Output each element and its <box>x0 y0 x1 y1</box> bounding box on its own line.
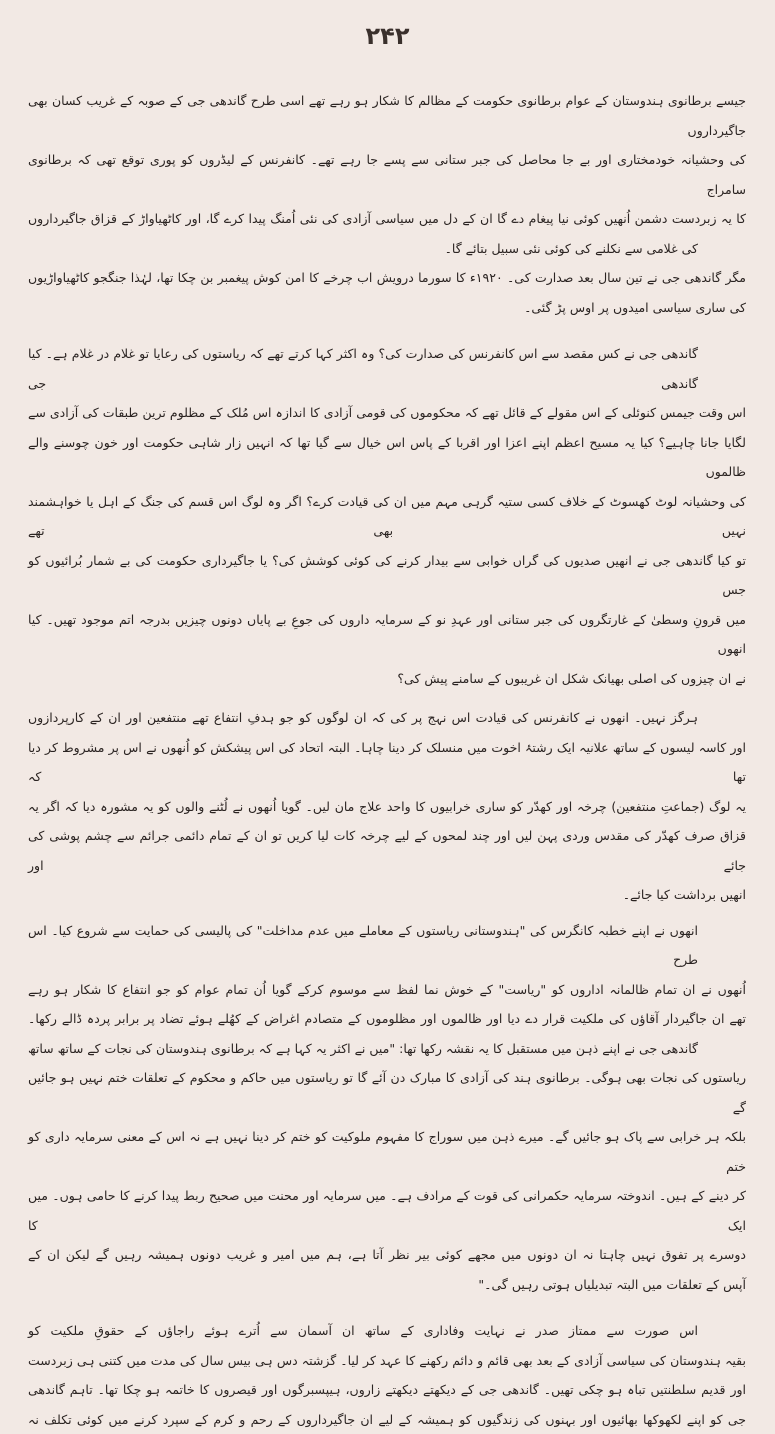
text-line: میں قرونِ وسطیٰ کے غارتگروں کی جبر ستانی اور عہدِ نو کے سرمایہ داروں کی جوعِ بے پایاں دونوں چیزیں بدرجہ اتم موجود تھیں۔ کیا انھوں <box>28 605 746 664</box>
text-line: آپس کے تعلقات میں البتہ تبدیلیاں ہوتی رہیں گی۔" <box>28 1270 746 1300</box>
text-line: مگر گاندھی جی نے تین سال بعد صدارت کی۔ ۱۹۲۰ء کا سورما درویش اب چرخے کا امن کوش پیغمبر بن چکا تھا، لہٰذا جنگجو کاٹھیاواڑیوں <box>28 263 746 293</box>
text-line: جی کو اپنے لکھوکھا بھائیوں اور بہنوں کی زندگیوں کو ہمیشہ کے لیے ان جاگیرداروں کے رحم و کرم کے سپرد کرنے میں کوئی تکلف نہ <box>28 1405 746 1434</box>
text-line: دوسرے پر تفوق نہیں چاہتا نہ ان دونوں میں مجھے کوئی بیر نظر آتا ہے، ہم میں امیر و غریب دونوں ہمیشہ رہیں گے لیکن ان کے <box>28 1240 746 1270</box>
text-line: ہرگز نہیں۔ انھوں نے کانفرنس کی قیادت اس نہج پر کی کہ ان لوگوں کو جو ہدفِ انتفاع تھے منتفعین اور ان کے کارپردازوں <box>28 703 746 733</box>
text-line: تو کیا گاندھی جی نے انھیں صدیوں کی گراں خوابی سے بیدار کرنے کی کوئی کوشش کی؟ یا جاگیرداری حکومت کی بے شمار بُرائیوں کو جس <box>28 546 746 605</box>
text-line: ریاستوں کی نجات بھی ہوگی۔ برطانوی ہند کی آزادی کا مبارک دن آئے گا تو ریاستوں میں حاکم و محکوم کے تعلقات ختم نہیں ہو جائیں گے <box>28 1063 746 1122</box>
text-line: کی وحشیانہ لوٹ کھسوٹ کے خلاف کسی ستیہ گرہی مہم میں ان کی قیادت کرے؟ اگر وہ لوگ اس قسم کی جنگ کے اہل یا خواہشمند نہیں بھی تھے <box>28 487 746 546</box>
paragraph <box>28 86 746 263</box>
text-line: تھے ان جاگیردار آقاؤں کی ملکیت قرار دے دیا اور ظالموں اور مظلوموں کے متصادم اغراض کے کھُلے ہوئے تضاد پر برابر پردہ ڈالے رکھا۔ <box>28 1004 746 1034</box>
text-line: کی غلامی سے نکلنے کی کوئی نئی سبیل بتائے گا۔ <box>28 234 746 264</box>
text-line: نے ان چیزوں کی اصلی بھیانک شکل ان غریبوں کے سامنے پیش کی؟ <box>28 664 746 694</box>
page-number: ۲۴۲ <box>0 22 775 50</box>
text-line: کر دینے کے ہیں۔ اندوختہ سرمایہ حکمرانی کی قوت کے مرادف ہے۔ میں سرمایہ اور محنت میں صحیح ربط پیدا کرنے کا حامی ہوں۔ میں ایک کا <box>28 1181 746 1240</box>
text-line: انھوں نے اپنے خطبہ کانگرس کی "ہندوستانی ریاستوں کے معاملے میں عدم مداخلت" کی پالیسی کی حمایت سے شروع کیا۔ اس طرح <box>28 916 746 975</box>
text-line: اُنھوں نے ان تمام ظالمانہ اداروں کو "ریاست" کے خوش نما لفظ سے موسوم کرکے گویا اُن تمام عوام کو جو انتفاع کا شکار ہو رہے <box>28 975 746 1005</box>
text-line: قزاق صرف کھدّر کی مقدس وردی پہن لیں اور چند لمحوں کے لیے چرخہ کات لیا کریں تو ان کے تمام دائمی جرائم سے چشم پوشی کی جائے اور <box>28 821 746 880</box>
text-line: یہ لوگ (جماعتِ منتفعین) چرخہ اور کھدّر کو ساری خرابیوں کا واحد علاج مان لیں۔ گویا اُنھوں نے لُٹنے والوں کو یہ مشورہ دیا کہ اگر یہ <box>28 792 746 822</box>
paragraph <box>28 1034 746 1300</box>
text-line: اور کاسہ لیسوں کے ساتھ علانیہ ایک رشتۂ اخوت میں منسلک کر دینا چاہا۔ البتہ اتحاد کی اس پیشکش کو اُنھوں نے اس پر مشروط کر دیا تھا کہ <box>28 733 746 792</box>
paragraph <box>28 703 746 910</box>
paragraph <box>28 339 746 693</box>
text-line: کی وحشیانہ خودمختاری اور بے جا محاصل کی جبر ستانی سے پسے جا رہے تھے۔ کانفرنس کے لیڈروں کو پوری توقع تھی کہ برطانوی سامراج <box>28 145 746 204</box>
text-line: گاندھی جی نے اپنے ذہن میں مستقبل کا یہ نقشہ رکھا تھا: "میں نے اکثر یہ کہا ہے کہ برطانوی ہندوستان کی نجات کے ساتھ ساتھ <box>28 1034 746 1064</box>
paragraph <box>28 1316 746 1434</box>
text-line: اس صورت سے ممتاز صدر نے نہایت وفاداری کے ساتھ ان آسمان سے اُترے ہوئے راجاؤں کے حقوقِ ملکیت کو <box>28 1316 746 1346</box>
text-line: جیسے برطانوی ہندوستان کے عوام برطانوی حکومت کے مظالم کا شکار ہو رہے تھے اسی طرح گاندھی جی کے صوبہ کے غریب کسان بھی جاگیرداروں <box>28 86 746 145</box>
paragraph <box>28 916 746 1034</box>
text-line: بلکہ ہر خرابی سے پاک ہو جائیں گے۔ میرے ذہن میں سوراج کا مفہوم ملوکیت کو ختم کر دینا نہیں ہے نہ اس کے معنی سرمایہ داری کو ختم <box>28 1122 746 1181</box>
text-line: بقیہ ہندوستان کی سیاسی آزادی کے بعد بھی قائم و دائم رکھنے کا عہد کر لیا۔ گزشتہ دس ہی بیس سال کی مدت میں کتنی ہی زبردست <box>28 1346 746 1376</box>
text-line: گاندھی جی نے کس مقصد سے اس کانفرنس کی صدارت کی؟ وہ اکثر کہا کرتے تھے کہ ریاستوں کی رعایا تو غلام در غلام ہے۔ کیا گاندھی جی <box>28 339 746 398</box>
text-line: اس وقت جیمس کنوئلی کے اس مقولے کے قائل تھے کہ محکوموں کی قومی آزادی کا اندازہ اس مُلک کے مظلوم ترین طبقات کی آزادی سے <box>28 398 746 428</box>
text-line: کی ساری سیاسی امیدوں پر اوس پڑ گئی۔ <box>28 293 746 323</box>
text-line: لگایا جانا چاہیے؟ کیا یہ مسیح اعظم اپنے اعزا اور اقربا کے پاس اس خیال سے گیا تھا کہ انہیں زار شاہی حکومت اور خون چوسنے والے ظالموں <box>28 428 746 487</box>
text-line: اور قدیم سلطنتیں تباہ ہو چکی تھیں۔ گاندھی جی کے دیکھتے دیکھتے زاروں، ہیپسبرگوں اور قیصروں کا خاتمہ ہو چکا تھا۔ تاہم گاندھی <box>28 1375 746 1405</box>
paragraph <box>28 263 746 322</box>
text-line: کا یہ زبردست دشمن اُنھیں کوئی نیا پیغام دے گا ان کے دل میں سیاسی آزادی کی نئی اُمنگ پیدا کرے گا، اور کاٹھیاواڑ کے قزاق جاگیرداروں <box>28 204 746 234</box>
text-line: انھیں برداشت کیا جائے۔ <box>28 880 746 910</box>
body-text <box>28 86 746 1434</box>
